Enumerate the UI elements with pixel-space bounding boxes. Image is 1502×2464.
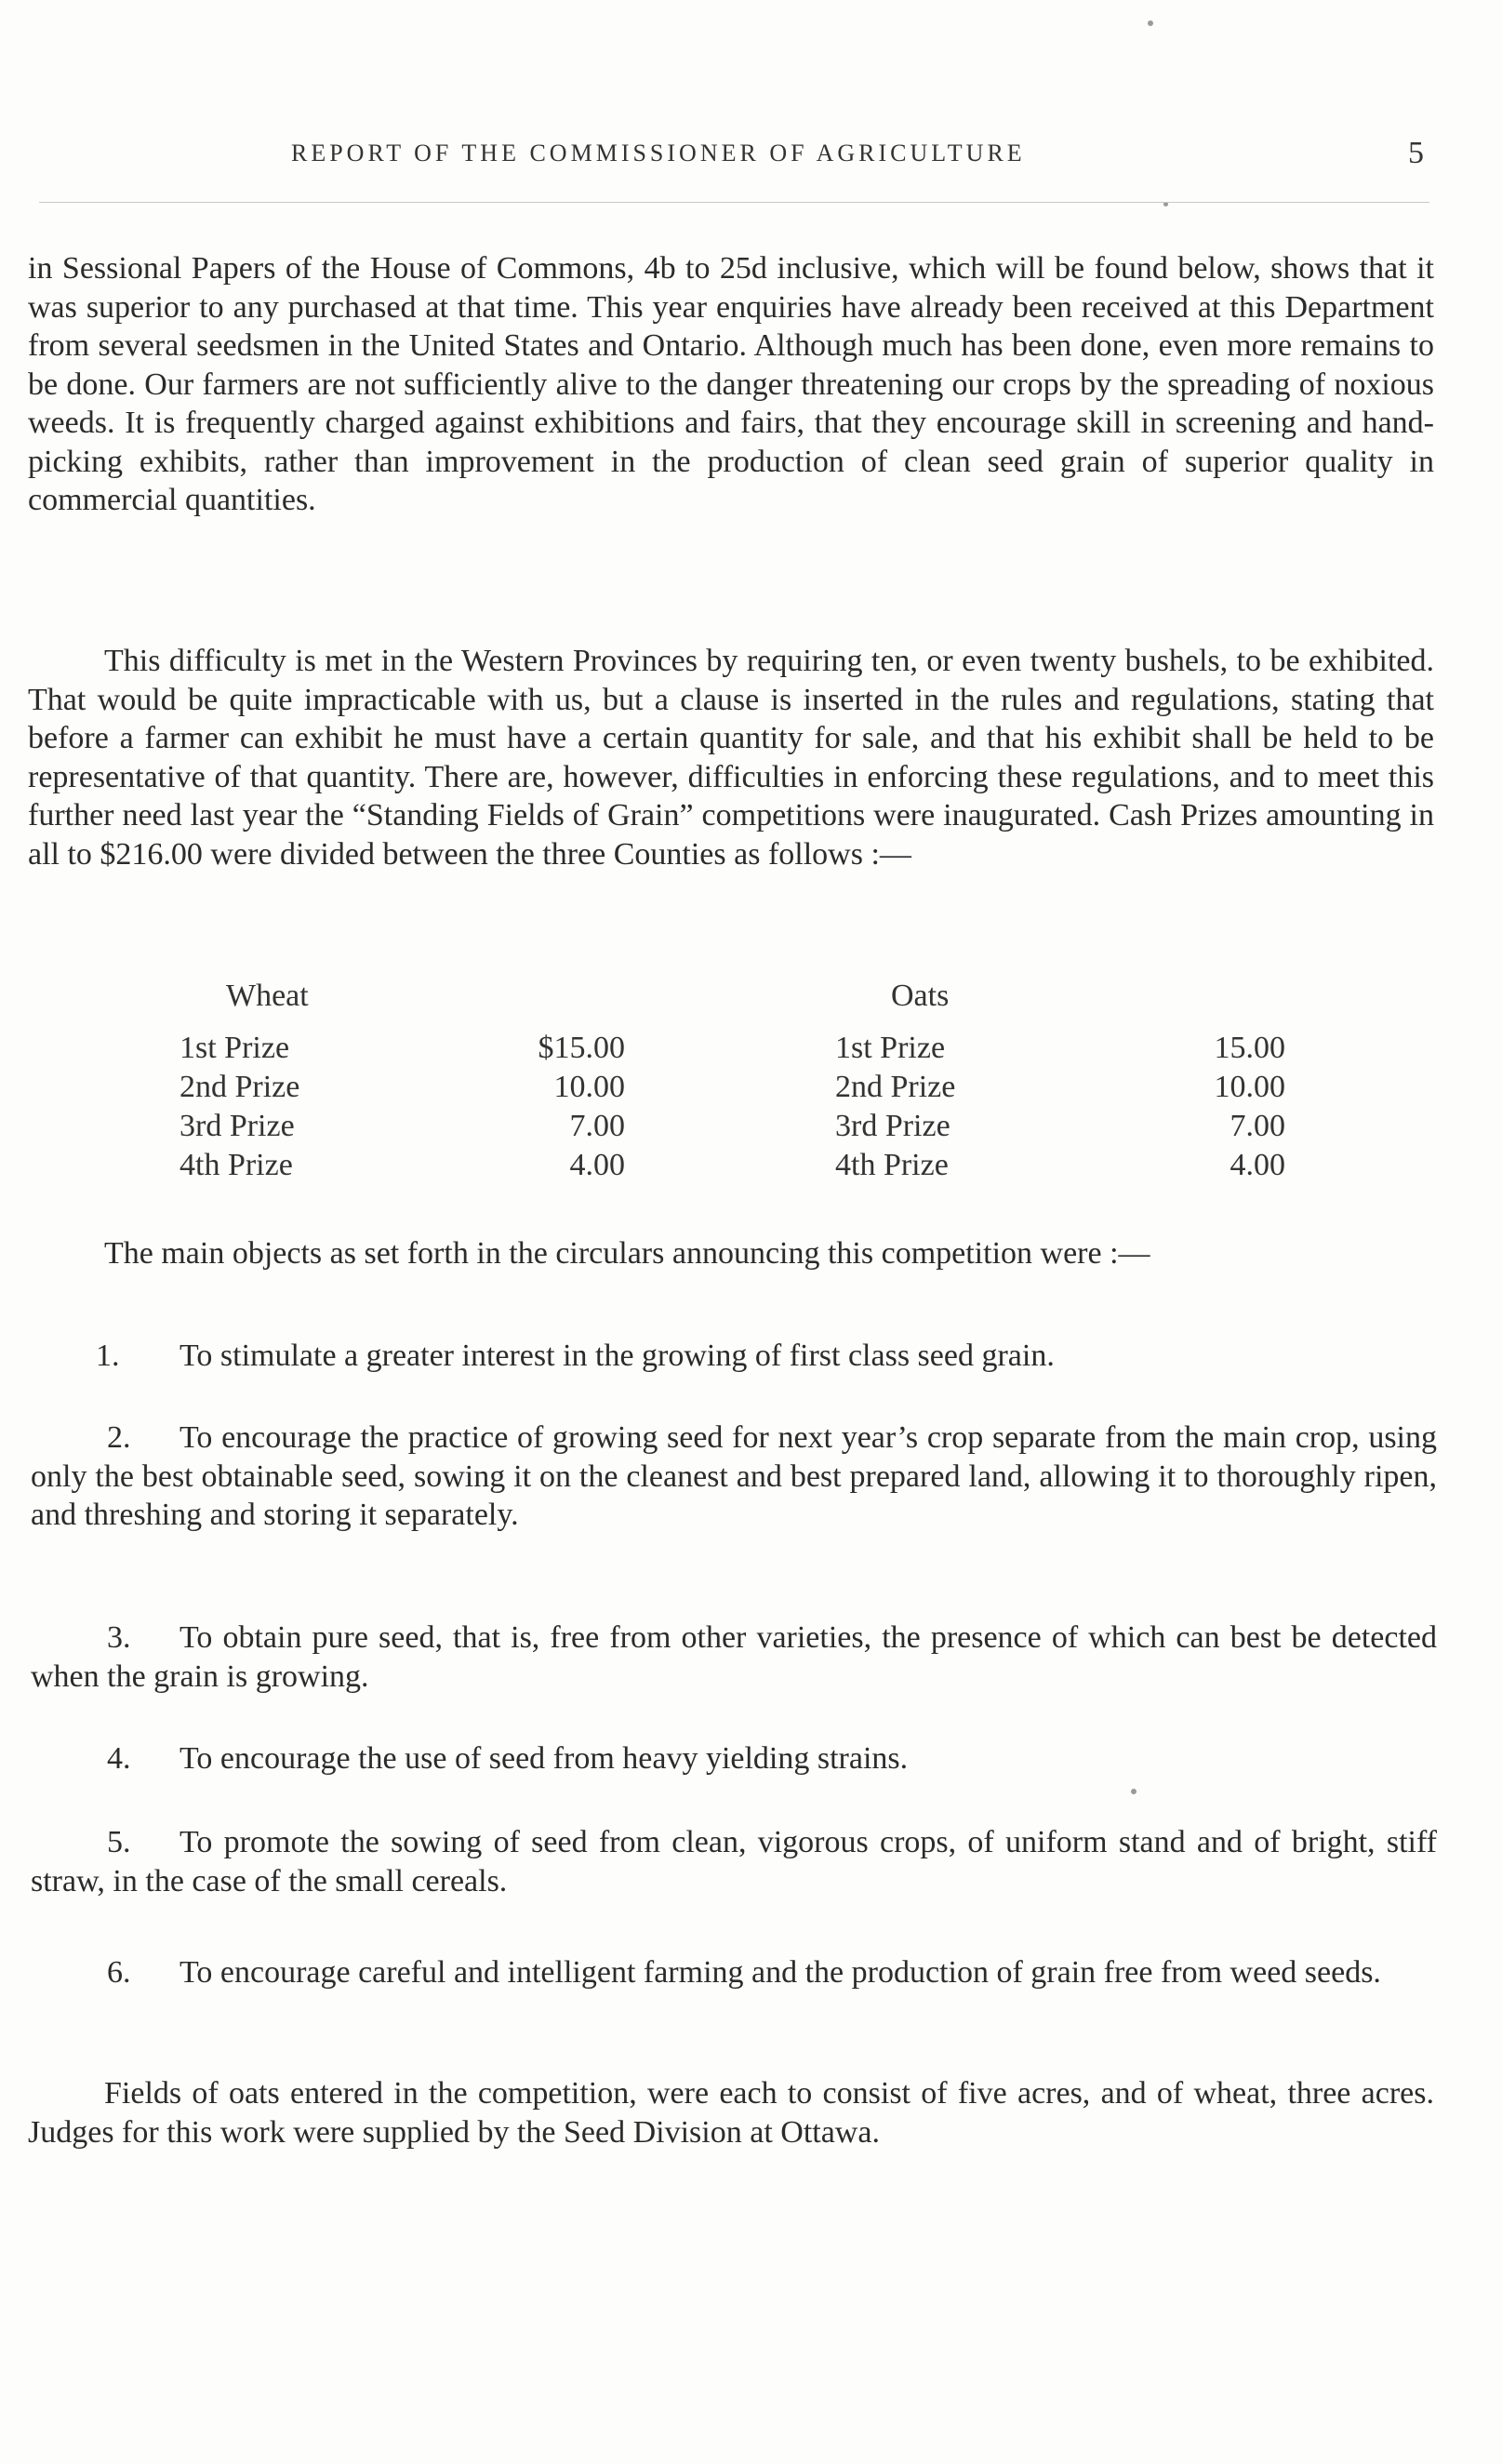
scan-speck	[1148, 20, 1153, 26]
oats-heading: Oats	[891, 979, 950, 1013]
item-number: 5.	[107, 1825, 131, 1859]
item-number: 2.	[107, 1420, 131, 1455]
item-number: 3.	[107, 1620, 131, 1655]
oats-prize-label: 4th Prize	[835, 1148, 949, 1182]
running-title: REPORT OF THE COMMISSIONER OF AGRICULTURE	[291, 140, 1026, 166]
wheat-prize-label: 2nd Prize	[179, 1070, 300, 1104]
oats-prize-label: 3rd Prize	[835, 1109, 950, 1143]
item-text: To stimulate a greater interest in the growing of first class seed grain.	[179, 1339, 1055, 1373]
oats-prize-amount: 4.00	[1230, 1148, 1285, 1182]
prize-row	[0, 1148, 1502, 1187]
wheat-prize-label: 4th Prize	[179, 1148, 293, 1182]
scan-speck	[1131, 1789, 1136, 1794]
prize-row	[0, 1070, 1502, 1109]
header-rule	[39, 202, 1429, 203]
item-text: To encourage the practice of growing seed for next year’s crop separate from the main crop, using only the best obtainable seed, sowing it on the cleanest and best prepared land, allowing it to thoroughly ripen, and threshing and storing it separately.	[31, 1420, 1437, 1532]
paragraph-sessional-papers: in Sessional Papers of the House of Commons, 4b to 25d inclusive, which will be found below, shows that it was superior to any purchased at that time. This year enquiries have already been received at this Department from several seedsmen in the United States and Ontario. Although much has been done, even more remains to be done. Our farmers are not sufficiently alive to the danger threatening our crops by the spreading of noxious weeds. It is frequently charged against exhibitions and fairs, that they encourage skill in screening and hand-picking exhibits, rather than improvement in the production of clean seed grain of superior quality in commercial quantities.	[28, 251, 1434, 517]
prize-row	[0, 1109, 1502, 1148]
oats-prize-label: 2nd Prize	[835, 1070, 956, 1104]
paragraph-main-objects: The main objects as set forth in the circulars announcing this competition were :—	[104, 1236, 1150, 1271]
paragraph-western-provinces: This difficulty is met in the Western Provinces by requiring ten, or even twenty bushels, to be exhibited. That would be quite impracticable with us, but a clause is inserted in the rules and regulations, stating that before a farmer can exhibit he must have a certain quantity for sale, and that his exhibit shall be held to be representative of that quantity. There are, however, difficulties in enforcing these regulations, and to meet this further need last year the “Standing Fields of Grain” competitions were inaugurated. Cash Prizes amounting in all to $216.00 were divided between the three Counties as follows :—	[28, 644, 1434, 872]
object-item-1	[31, 1337, 1437, 1376]
wheat-prize-amount: 10.00	[553, 1070, 625, 1104]
item-number: 6.	[107, 1955, 131, 1990]
prize-table	[0, 979, 1502, 1192]
paragraph-fields-of-oats: Fields of oats entered in the competition, were each to consist of five acres, and of wheat, three acres. Judges for this work were supplied by the Seed Division at Ottawa.	[28, 2076, 1434, 2150]
page-header	[0, 136, 1502, 177]
wheat-prize-label: 3rd Prize	[179, 1109, 295, 1143]
oats-prize-amount: 10.00	[1214, 1070, 1285, 1104]
object-item-5	[31, 1823, 1437, 1900]
item-text: To encourage the use of seed from heavy yielding strains.	[179, 1741, 909, 1776]
wheat-heading: Wheat	[226, 979, 309, 1013]
item-number: 1.	[96, 1339, 120, 1373]
page-number: 5	[1408, 136, 1424, 170]
object-item-6	[31, 1953, 1437, 1992]
item-text: To obtain pure seed, that is, free from other varieties, the presence of which can best be detected when the grain is growing.	[31, 1620, 1437, 1694]
wheat-prize-amount: 4.00	[569, 1148, 625, 1182]
wheat-prize-amount: $15.00	[538, 1031, 625, 1065]
object-item-4	[31, 1739, 1437, 1778]
oats-prize-amount: 15.00	[1214, 1031, 1285, 1065]
item-text: To encourage careful and intelligent farming and the production of grain free from weed seeds.	[179, 1955, 1381, 1990]
oats-prize-label: 1st Prize	[835, 1031, 946, 1065]
prize-row	[0, 1031, 1502, 1070]
object-item-3	[31, 1618, 1437, 1696]
wheat-prize-label: 1st Prize	[179, 1031, 290, 1065]
item-number: 4.	[107, 1741, 131, 1776]
item-text: To promote the sowing of seed from clean, vigorous crops, of uniform stand and of bright, stiff straw, in the case of the small cereals.	[31, 1825, 1437, 1898]
object-item-2	[31, 1418, 1437, 1535]
wheat-prize-amount: 7.00	[569, 1109, 625, 1143]
oats-prize-amount: 7.00	[1230, 1109, 1285, 1143]
